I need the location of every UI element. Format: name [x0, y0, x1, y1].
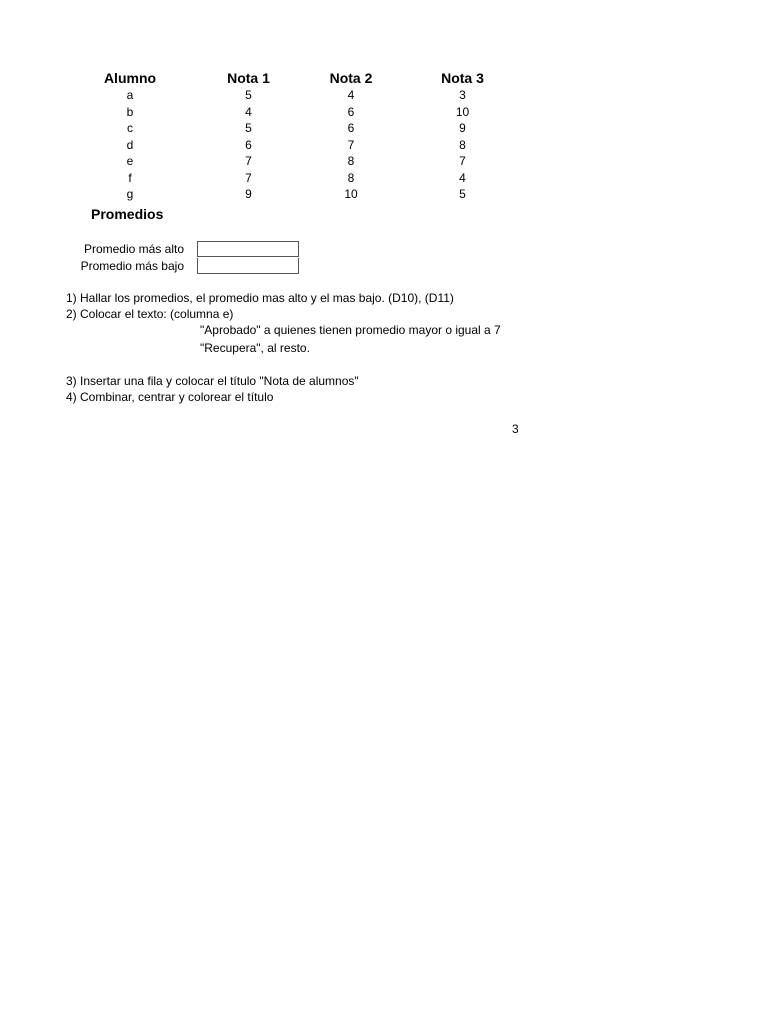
grade-cell[interactable]: 10: [344, 187, 358, 201]
promedios-label: Promedios: [91, 206, 164, 222]
table-row: [80, 153, 540, 170]
grade-cell[interactable]: 8: [459, 137, 466, 152]
grade-cell[interactable]: 9: [459, 121, 466, 135]
highest-average-label: Promedio más alto: [83, 242, 184, 256]
highest-average-row: [60, 241, 300, 257]
grade-cell[interactable]: 7: [347, 137, 355, 152]
instruction-2b: "Recupera", al resto.: [200, 341, 310, 355]
grades-table-body: [80, 87, 540, 203]
instruction-2: 2) Colocar el texto: (columna e): [66, 307, 234, 321]
table-row: [80, 137, 540, 154]
grade-cell[interactable]: 6: [347, 121, 355, 135]
grades-table: [80, 69, 540, 203]
grade-cell[interactable]: 3: [459, 88, 466, 102]
table-row: [80, 87, 540, 104]
grade-cell[interactable]: 6: [347, 104, 355, 119]
grade-cell[interactable]: 5: [245, 121, 252, 135]
student-name-cell[interactable]: c: [127, 121, 133, 135]
student-name-cell[interactable]: b: [126, 104, 134, 119]
instruction-4: 4) Combinar, centrar y colorear el título: [66, 390, 274, 404]
table-header-row: [80, 69, 540, 87]
header-nota-2: Nota 2: [329, 70, 373, 86]
grade-cell[interactable]: 4: [347, 88, 355, 102]
student-name-cell[interactable]: a: [126, 88, 134, 102]
table-row: [80, 186, 540, 203]
highest-average-cell[interactable]: [197, 241, 299, 257]
grade-cell[interactable]: 10: [455, 104, 470, 119]
table-row: [80, 104, 540, 121]
lowest-average-cell[interactable]: [197, 258, 299, 274]
grade-cell[interactable]: 4: [459, 170, 466, 185]
student-name-cell[interactable]: f: [128, 170, 132, 185]
grade-cell[interactable]: 7: [245, 170, 252, 185]
instruction-3: 3) Insertar una fila y colocar el título "Nota de alumnos": [66, 374, 359, 388]
student-name-cell[interactable]: g: [126, 187, 134, 201]
header-alumno: Alumno: [103, 70, 157, 86]
grade-cell[interactable]: 4: [245, 104, 252, 119]
grade-cell[interactable]: 8: [347, 154, 355, 168]
header-nota-3: Nota 3: [441, 70, 484, 86]
lowest-average-row: [60, 258, 300, 274]
grade-cell[interactable]: 6: [245, 137, 252, 152]
table-row: [80, 120, 540, 137]
instruction-1: 1) Hallar los promedios, el promedio mas alto y el mas bajo. (D10), (D11): [66, 291, 454, 305]
grade-cell[interactable]: 8: [347, 170, 355, 185]
grade-cell[interactable]: 7: [459, 154, 466, 168]
table-row: [80, 170, 540, 187]
lowest-average-label: Promedio más bajo: [80, 259, 184, 273]
header-nota-1: Nota 1: [227, 70, 270, 86]
grade-cell[interactable]: 5: [245, 88, 252, 102]
student-name-cell[interactable]: e: [126, 154, 134, 168]
grade-cell[interactable]: 7: [245, 154, 252, 168]
instruction-2a: "Aprobado" a quienes tienen promedio mayor o igual a 7: [200, 323, 501, 337]
page-number: 3: [512, 422, 519, 436]
student-name-cell[interactable]: d: [126, 137, 134, 152]
grade-cell[interactable]: 9: [245, 187, 252, 201]
grade-cell[interactable]: 5: [459, 187, 466, 201]
